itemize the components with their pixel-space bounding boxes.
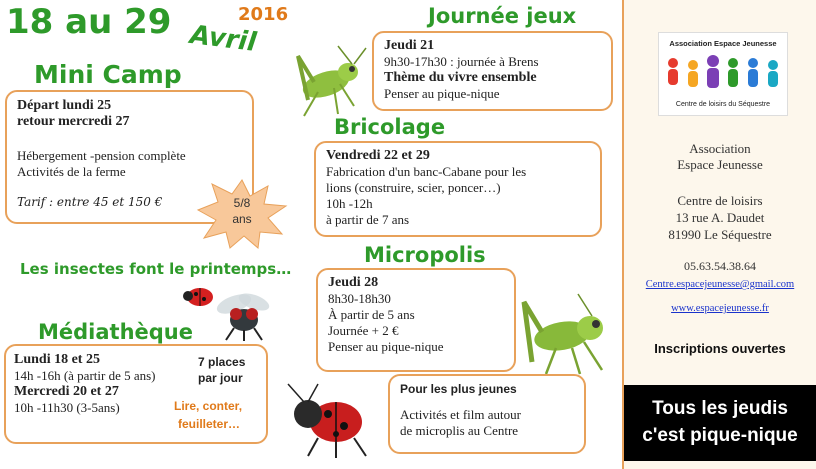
micropolis-age: À partir de 5 ans	[328, 307, 415, 322]
phone: 05.63.54.38.64	[684, 259, 756, 273]
micropolis-picnic: Penser au pique-nique	[328, 339, 444, 354]
minicamp-return: retour mercredi 27	[17, 114, 130, 129]
micropolis-price: Journée + 2 €	[328, 323, 399, 338]
minicamp-tarif: Tarif : entre 45 et 150 €	[17, 195, 163, 209]
picnic-banner-line2: c'est pique-nique	[642, 425, 798, 446]
grasshopper-illustration-top	[278, 44, 368, 126]
bricolage-age: à partir de 7 ans	[326, 212, 410, 227]
journee-box	[372, 31, 613, 111]
fly-icon	[212, 290, 276, 342]
picnic-banner-line1: Tous les jeudis	[652, 398, 788, 419]
fly-illustration	[212, 290, 276, 342]
bricolage-title: Bricolage	[334, 115, 446, 139]
children-figures-icon	[659, 53, 787, 97]
journee-title: Journée jeux	[428, 4, 577, 28]
assoc-name-2: Espace Jeunesse	[677, 157, 763, 172]
mediatheque-lire1: Lire, conter,	[174, 399, 243, 413]
mediatheque-box	[4, 344, 268, 444]
bricolage-desc2: lions (construire, scier, poncer…)	[326, 180, 501, 195]
sidebar	[622, 0, 816, 469]
bricolage-day: Vendredi 22 et 29	[326, 148, 430, 163]
header-year: 2016	[238, 4, 289, 25]
header-month: Avril	[188, 20, 258, 58]
email-link-text[interactable]: Centre.espacejeunesse@gmail.com	[645, 279, 795, 290]
mediatheque-lire2: feuilleter…	[178, 417, 241, 431]
picnic-banner	[624, 385, 816, 461]
email-link[interactable]	[624, 274, 816, 293]
journee-picnic: Penser au pique-nique	[384, 86, 500, 101]
website-link-text[interactable]: www.espacejeunesse.fr	[671, 303, 769, 314]
age-badge	[196, 178, 288, 250]
jeunes-line1: Activités et film autour	[400, 407, 521, 422]
logo-top-text: Association Espace Jeunesse	[669, 39, 777, 48]
grasshopper-icon	[278, 44, 368, 126]
logo-bottom-text: Centre de loisirs du Séquestre	[675, 101, 771, 108]
minicamp-activites: Activités de la ferme	[17, 164, 126, 179]
journee-theme: Thème du vivre ensemble	[384, 70, 537, 85]
age-badge-top: 5/8	[233, 196, 251, 210]
grasshopper-icon	[512, 292, 616, 378]
bricolage-hours: 10h -12h	[326, 196, 373, 211]
inscriptions: Inscriptions ouvertes	[654, 341, 786, 356]
mediatheque-places2: par jour	[198, 371, 243, 385]
bricolage-desc1: Fabrication d'un banc-Cabane pour les	[326, 164, 527, 179]
jeunes-title: Pour les plus jeunes	[400, 382, 517, 396]
website-link[interactable]	[624, 298, 816, 317]
minicamp-title: Mini Camp	[34, 60, 182, 89]
header-dates: 18 au 29	[6, 2, 172, 42]
grasshopper-illustration-bottom	[512, 292, 616, 378]
mediatheque-hours1: 14h -16h (à partir de 5 ans)	[14, 368, 156, 383]
address-1: Centre de loisirs	[677, 193, 763, 208]
logo	[658, 32, 788, 116]
micropolis-day: Jeudi 28	[328, 275, 379, 290]
mediatheque-title: Médiathèque	[38, 320, 193, 344]
ladybug-icon	[278, 380, 378, 460]
minicamp-hebergement: Hébergement -pension complète	[17, 148, 186, 163]
minicamp-departure: Départ lundi 25	[17, 98, 112, 113]
address-2: 13 rue A. Daudet	[675, 210, 765, 225]
jeunes-box	[388, 374, 586, 454]
ladybug-illustration-top	[182, 282, 216, 308]
micropolis-box	[316, 268, 516, 372]
micropolis-title: Micropolis	[364, 243, 486, 267]
assoc-name-1: Association	[689, 141, 751, 156]
age-badge-bottom: ans	[232, 212, 252, 226]
mediatheque-day1: Lundi 18 et 25	[14, 352, 100, 367]
mediatheque-day2: Mercredi 20 et 27	[14, 384, 119, 399]
address-3: 81990 Le Séquestre	[668, 227, 772, 242]
jeunes-line2: de microplis au Centre	[400, 423, 519, 438]
mediatheque-places1: 7 places	[198, 355, 246, 369]
journee-hours: 9h30-17h30 : journée à Brens	[384, 54, 539, 69]
ladybug-icon	[182, 282, 216, 308]
ladybug-illustration-bottom	[278, 380, 378, 460]
journee-day: Jeudi 21	[384, 38, 435, 53]
micropolis-hours: 8h30-18h30	[328, 291, 391, 306]
bricolage-box	[314, 141, 602, 237]
mediatheque-hours2: 10h -11h30 (3-5ans)	[14, 400, 120, 415]
insectes-text: Les insectes font le printemps…	[20, 260, 292, 278]
